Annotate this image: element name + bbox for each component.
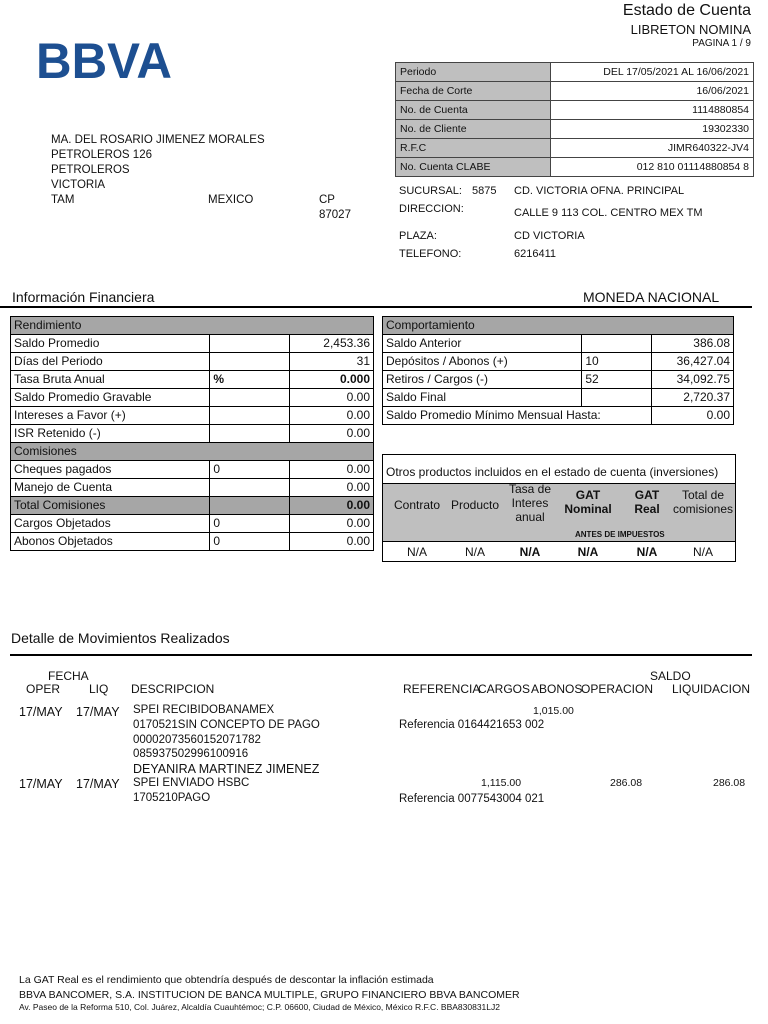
- table-row: [11, 533, 374, 551]
- section-divider: [0, 306, 752, 308]
- table-row: [383, 353, 734, 371]
- row-value: 34,092.75: [652, 371, 734, 389]
- row-label: Cheques pagados: [11, 461, 210, 479]
- table-row: [11, 461, 374, 479]
- info-label: No. de Cliente: [396, 120, 551, 139]
- rendimiento-table: [10, 316, 374, 551]
- customer-country: MEXICO: [208, 194, 254, 206]
- row-value: 36,427.04: [652, 353, 734, 371]
- row-value: 0.00: [290, 533, 374, 551]
- info-value: DEL 17/05/2021 AL 16/06/2021: [551, 63, 754, 82]
- page-number: PAGINA 1 / 9: [692, 38, 751, 49]
- mov1-desc-line: 0170521SIN CONCEPTO DE PAGO: [133, 719, 320, 731]
- row-value: 31: [290, 353, 374, 371]
- mov1-liq: 17/MAY: [76, 705, 120, 719]
- row-value: 0.00: [652, 407, 734, 425]
- table-row: [11, 335, 374, 353]
- mov2-liquidacion: 286.08: [713, 777, 746, 789]
- mov2-referencia: Referencia 0077543004 021: [399, 793, 545, 805]
- total-comisiones-label: Total Comisiones: [11, 497, 210, 515]
- mov2-desc-line: SPEI ENVIADO HSBC: [133, 777, 250, 789]
- row-label: Saldo Promedio Gravable: [11, 389, 210, 407]
- hdr-liq: LIQ: [89, 682, 109, 696]
- hdr-operacion: OPERACION: [581, 682, 654, 696]
- val-gat-nominal: N/A: [577, 545, 599, 559]
- footer-bank-name: BBVA BANCOMER, S.A. INSTITUCION DE BANCA MULTIPLE, GRUPO FINANCIERO BBVA BANCOMER: [19, 989, 520, 1001]
- row-label: ISR Retenido (-): [11, 425, 210, 443]
- comportamiento-table: [382, 316, 734, 425]
- row-value: 0.00: [290, 461, 374, 479]
- row-value: 386.08: [652, 335, 734, 353]
- row-value: 0.000: [290, 371, 374, 389]
- info-value: 19302330: [551, 120, 754, 139]
- mov1-desc-line: 00002073560152071782: [133, 734, 261, 746]
- row-value: 0.00: [290, 407, 374, 425]
- mov2-oper: 17/MAY: [19, 777, 63, 791]
- val-gat-real: N/A: [636, 545, 658, 559]
- customer-name: MA. DEL ROSARIO JIMENEZ MORALES: [51, 134, 265, 146]
- table-row: [11, 389, 374, 407]
- info-row: [396, 63, 754, 82]
- customer-address: [51, 133, 351, 221]
- customer-cp: CP 87027: [319, 194, 351, 221]
- sucursal-number: 5875: [472, 185, 497, 197]
- account-info-table: [395, 62, 754, 177]
- info-label: Fecha de Corte: [396, 82, 551, 101]
- otros-values-row: [383, 541, 735, 562]
- financial-section-title: Información Financiera: [12, 289, 155, 305]
- row-mid: [582, 389, 652, 407]
- rendimiento-header: Rendimiento: [11, 317, 374, 335]
- row-value: 2,720.37: [652, 389, 734, 407]
- customer-city: VICTORIA: [51, 179, 106, 191]
- currency-label: MONEDA NACIONAL: [583, 289, 720, 305]
- info-row: [396, 82, 754, 101]
- row-label: Manejo de Cuenta: [11, 479, 210, 497]
- mov2-liq: 17/MAY: [76, 777, 120, 791]
- info-label: No. Cuenta CLABE: [396, 158, 551, 177]
- mov1-abonos: 1,015.00: [533, 705, 574, 717]
- info-label: No. de Cuenta: [396, 101, 551, 120]
- total-comisiones-value: 0.00: [290, 497, 374, 515]
- info-value: 16/06/2021: [551, 82, 754, 101]
- row-label: Saldo Promedio: [11, 335, 210, 353]
- mov1-desc-line: SPEI RECIBIDOBANAMEX: [133, 704, 275, 716]
- table-row: [11, 515, 374, 533]
- col-total-comisiones: Total de comisiones: [672, 488, 734, 516]
- movements-divider: [10, 654, 752, 656]
- table-row: [383, 371, 734, 389]
- sucursal-label: SUCURSAL:: [399, 185, 462, 197]
- mov2-desc-line: 1705210PAGO: [133, 792, 211, 804]
- row-value: 0.00: [290, 515, 374, 533]
- hdr-cargos: CARGOS: [478, 682, 531, 696]
- row-mid: 10: [582, 353, 652, 371]
- otros-header-grid: [383, 483, 735, 542]
- telefono-value: 6216411: [514, 248, 557, 260]
- info-row: [396, 139, 754, 158]
- bbva-logo: [36, 34, 176, 82]
- info-row: [396, 120, 754, 139]
- table-row: [11, 407, 374, 425]
- row-label: Días del Periodo: [11, 353, 210, 371]
- hdr-referencia: REFERENCIA: [403, 682, 481, 696]
- comportamiento-header: Comportamiento: [383, 317, 734, 335]
- val-producto: N/A: [464, 545, 485, 559]
- row-mid: [582, 335, 652, 353]
- mov1-oper: 17/MAY: [19, 705, 63, 719]
- plaza-label: PLAZA:: [399, 230, 437, 242]
- row-value: 0.00: [290, 479, 374, 497]
- footer-address: Av. Paseo de la Reforma 510, Col. Juárez, Alcaldía Cuauhtémoc; C.P. 06600, Ciudad de México, México R.F.C. BBA830831LJ2: [19, 1002, 500, 1012]
- row-mid: [210, 425, 290, 443]
- mov1-referencia: Referencia 0164421653 002: [399, 719, 545, 731]
- table-row: [11, 479, 374, 497]
- row-mid: 52: [582, 371, 652, 389]
- table-row: [383, 335, 734, 353]
- col-producto: Producto: [450, 498, 500, 512]
- row-label: Saldo Promedio Mínimo Mensual Hasta:: [383, 407, 652, 425]
- row-mid: [210, 389, 290, 407]
- info-row: [396, 101, 754, 120]
- movements-title: Detalle de Movimientos Realizados: [11, 630, 230, 646]
- hdr-liquidacion: LIQUIDACION: [672, 682, 751, 696]
- col-gat-real: GAT Real: [634, 488, 660, 516]
- sucursal-name: CD. VICTORIA OFNA. PRINCIPAL: [514, 185, 685, 197]
- val-total-comisiones: N/A: [692, 545, 713, 559]
- info-row: [396, 158, 754, 177]
- account-type: LIBRETON NOMINA: [630, 22, 751, 37]
- col-gat-nominal: GAT Nominal: [564, 488, 612, 516]
- antes-impuestos: ANTES DE IMPUESTOS: [575, 530, 665, 539]
- otros-productos-box: [382, 454, 736, 562]
- row-mid: %: [210, 371, 290, 389]
- mov1-desc-line: DEYANIRA MARTINEZ JIMENEZ: [133, 762, 320, 776]
- info-value: 1114880854: [551, 101, 754, 120]
- row-value: 2,453.36: [290, 335, 374, 353]
- mov2-cargos: 1,115.00: [481, 777, 522, 789]
- hdr-saldo: SALDO: [650, 669, 691, 683]
- row-label: Cargos Objetados: [11, 515, 210, 533]
- table-row: [383, 389, 734, 407]
- brand-text: BBVA: [36, 34, 172, 82]
- info-value: JIMR640322-JV4: [551, 139, 754, 158]
- statement-title: Estado de Cuenta: [622, 2, 751, 19]
- hdr-fecha: FECHA: [48, 669, 89, 683]
- mov2-operacion: 286.08: [610, 777, 643, 789]
- direccion-value: CALLE 9 113 COL. CENTRO MEX TM: [514, 207, 703, 219]
- table-row: [11, 497, 374, 515]
- val-contrato: N/A: [406, 545, 427, 559]
- row-label: Intereses a Favor (+): [11, 407, 210, 425]
- val-tasa: N/A: [519, 545, 541, 559]
- mov1-desc-line: 085937502996100916: [133, 748, 249, 760]
- row-label: Abonos Objetados: [11, 533, 210, 551]
- row-label: Saldo Anterior: [383, 335, 582, 353]
- telefono-label: TELEFONO:: [399, 248, 462, 260]
- table-row: [11, 425, 374, 443]
- row-label: Depósitos / Abonos (+): [383, 353, 582, 371]
- col-contrato: Contrato: [393, 498, 441, 512]
- info-value: 012 810 01114880854 8: [551, 158, 754, 177]
- row-label: Tasa Bruta Anual: [11, 371, 210, 389]
- row-value: 0.00: [290, 389, 374, 407]
- customer-state: TAM: [51, 194, 75, 206]
- plaza-value: CD VICTORIA: [514, 230, 585, 242]
- table-row: [11, 371, 374, 389]
- direccion-label: DIRECCION:: [399, 203, 464, 215]
- table-row: [383, 407, 734, 425]
- row-mid: 0: [210, 533, 290, 551]
- customer-street: PETROLEROS 126: [51, 149, 152, 161]
- col-tasa: Tasa de Interes anual: [508, 482, 552, 524]
- footer-gat-note: La GAT Real es el rendimiento que obtendría después de descontar la inflación estimada: [19, 974, 434, 986]
- otros-title: Otros productos incluidos en el estado de cuenta (inversiones): [386, 465, 719, 479]
- comisiones-header: Comisiones: [11, 443, 374, 461]
- row-value: 0.00: [290, 425, 374, 443]
- row-mid: 0: [210, 515, 290, 533]
- table-row: [11, 353, 374, 371]
- info-label: R.F.C: [396, 139, 551, 158]
- hdr-oper: OPER: [26, 682, 61, 696]
- row-label: Retiros / Cargos (-): [383, 371, 582, 389]
- row-mid: [210, 353, 290, 371]
- row-mid: [210, 407, 290, 425]
- hdr-abonos: ABONOS: [531, 682, 583, 696]
- info-label: Periodo: [396, 63, 551, 82]
- row-mid: [210, 479, 290, 497]
- row-mid: 0: [210, 461, 290, 479]
- row-label: Saldo Final: [383, 389, 582, 407]
- customer-colony: PETROLEROS: [51, 164, 130, 176]
- row-mid: [210, 335, 290, 353]
- hdr-descripcion: DESCRIPCION: [131, 682, 215, 696]
